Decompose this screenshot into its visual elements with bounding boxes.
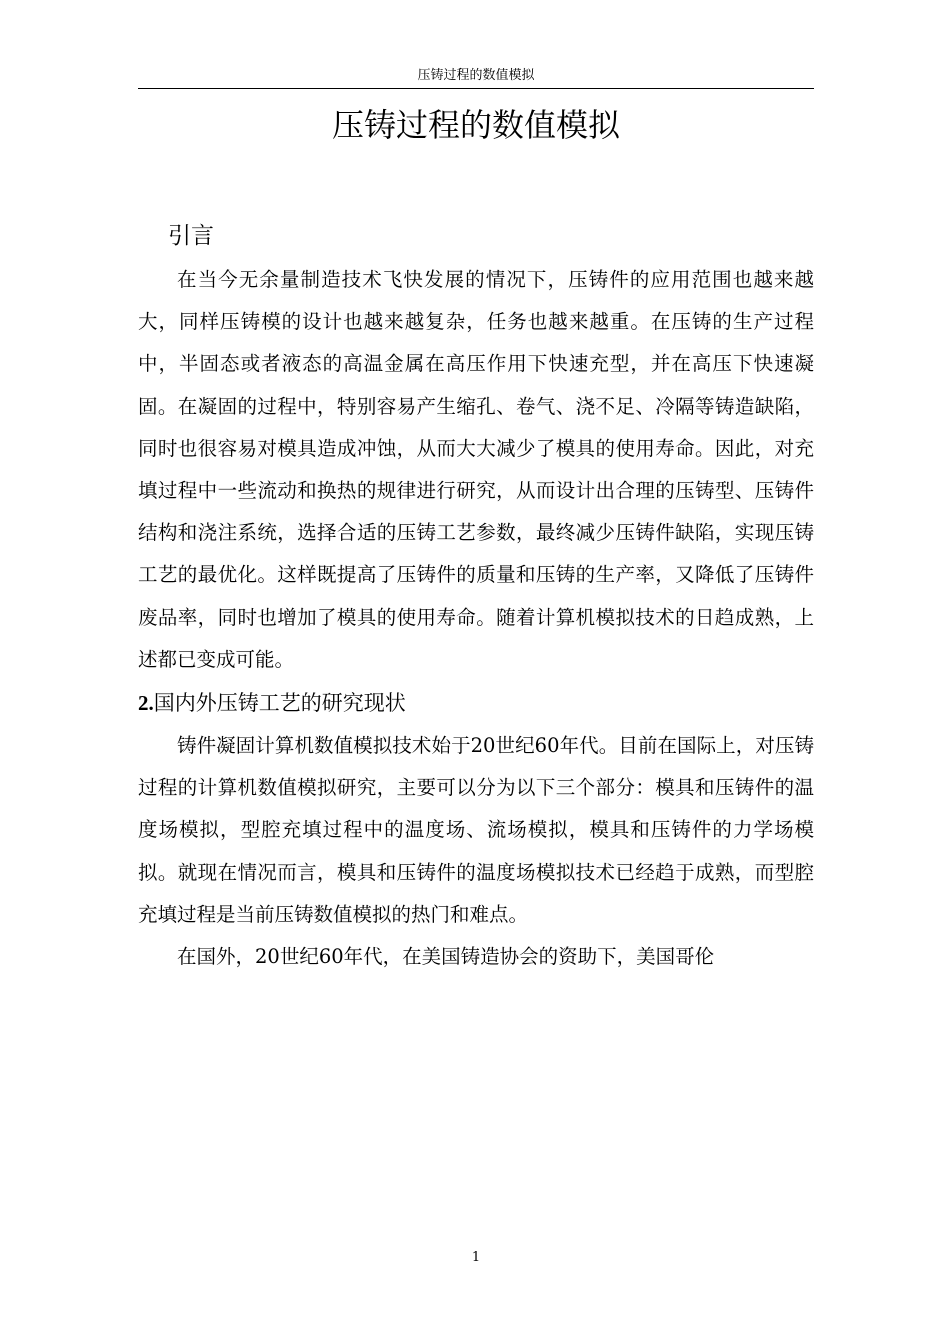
document-title: 压铸过程的数值模拟 [331,106,620,144]
intro-paragraph: 在当今无余量制造技术飞快发展的情况下，压铸件的应用范围也越来越大，同样压铸模的设计也越来越复杂，任务也越来越重。在压铸的生产过程中，半固态或者液态的高温金属在高压作用下快速充型，并在高压下快速凝固。在凝固的过程中，特别容易产生缩孔、卷气、浇不足、冷隔等铸造缺陷，同时也很容易对模具造成冲蚀，从而大大减少了模具的使用寿命。因此，对充填过程中一些流动和换热的规律进行研究，从而设计出合理的压铸型、压铸件结构和浇注系统，选择合适的压铸工艺参数，最终减少压铸件缺陷，实现压铸工艺的最优化。这样既提高了压铸件的质量和压铸的生产率，又降低了压铸件废品率，同时也增加了模具的使用寿命。随着计算机模拟技术的日趋成熟，上述都已变成可能。 [138,268,814,671]
section-2-heading [138,681,814,725]
section-2-paragraph-1: 铸件凝固计算机数值模拟技术始于20世纪60年代。目前在国际上，对压铸过程的计算机数值模拟研究，主要可以分为以下三个部分：模具和压铸件的温度场模拟，型腔充填过程中的温度场、流场模拟，模具和压铸件的力学场模拟。就现在情况而言，模具和压铸件的温度场模拟技术已经趋于成熟，而型腔充填过程是当前压铸数值模拟的热门和难点。 [138,734,814,926]
section-2-title: 国内外压铸工艺的研究现状 [153,691,406,716]
page-number: 1 [471,1250,481,1265]
running-header: 压铸过程的数值模拟 [417,68,535,83]
section-2-number: 2. [138,691,154,716]
header-rule [138,88,814,89]
section-2-paragraph-2: 在国外，20世纪60年代，在美国铸造协会的资助下，美国哥伦 [177,945,715,969]
intro-heading: 引言 [168,223,214,249]
document-body [138,213,814,978]
